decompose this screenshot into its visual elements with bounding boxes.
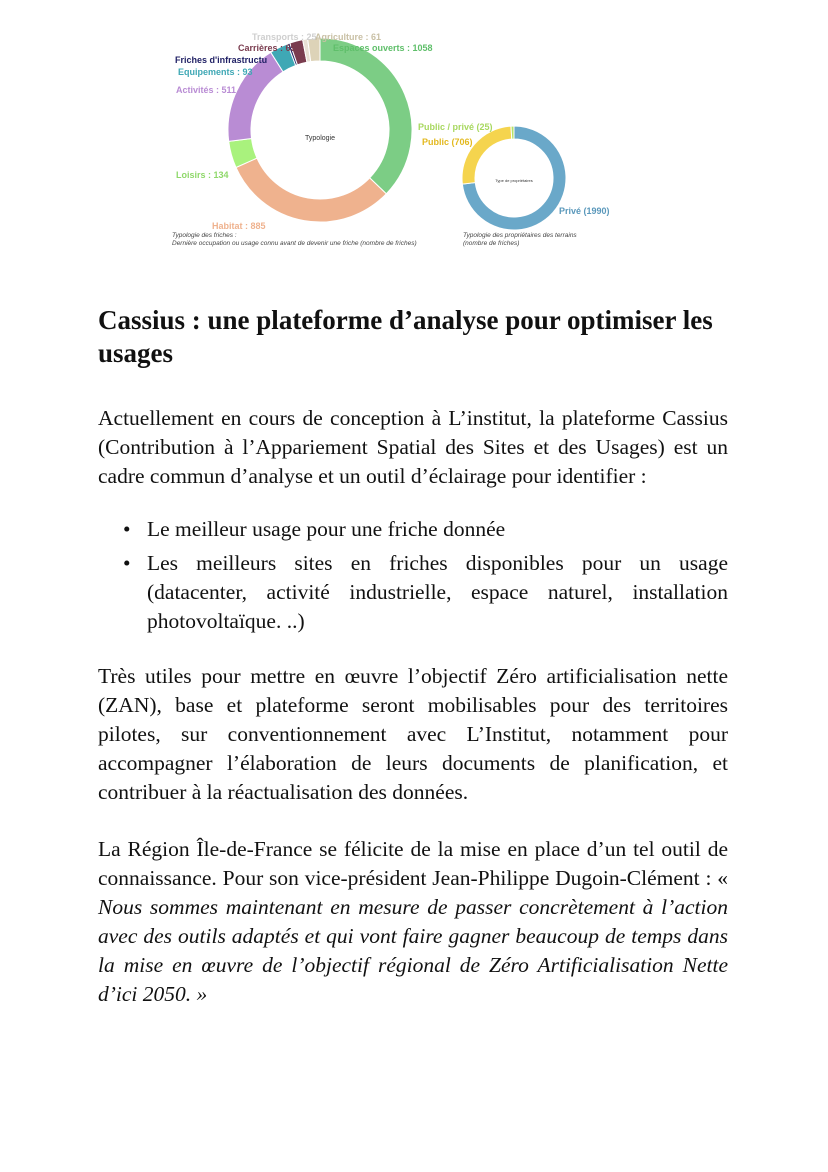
label-prive: Privé (1990) xyxy=(559,206,610,216)
donut-slice-public xyxy=(462,126,512,184)
list-item xyxy=(123,515,728,544)
label-loisirs: Loisirs : 134 xyxy=(176,170,229,180)
typology-caption-1: Typologie des friches : xyxy=(172,232,237,239)
bullet-list xyxy=(98,515,728,636)
label-equipements: Equipements : 93 xyxy=(178,67,253,77)
spacer xyxy=(98,807,728,835)
typology-caption-2: Dernière occupation ou usage connu avant de devenir une friche (nombre de friches) xyxy=(172,240,417,247)
label-public: Public (706) xyxy=(422,137,473,147)
owner-caption-2: (nombre de friches) xyxy=(463,240,520,247)
charts-figure xyxy=(160,22,620,262)
donut-slice-espaces-ouverts xyxy=(320,38,412,194)
donut-slice-habitat xyxy=(236,158,386,222)
article-title: Cassius : une plateforme d’analyse pour optimiser les usages xyxy=(98,305,713,368)
label-friches-infrastructure: Friches d'infrastructu xyxy=(175,55,268,65)
charts-svg xyxy=(160,22,620,262)
donut-slice-public-priv- xyxy=(511,126,514,139)
label-activites: Activités : 511 xyxy=(176,85,237,95)
bullet-icon: • xyxy=(123,517,131,541)
label-espaces-ouverts: Espaces ouverts : 1058 xyxy=(333,43,433,53)
zan-paragraph: Très utiles pour mettre en œuvre l’objectif Zéro artificialisation nette (ZAN), base et plateforme seront mobilisables pour des territoires pilotes, sur conventionnement avec L’Institut, notamment pour accompagner l’élaboration de leurs documents de planification, et contribuer à la réactualisation des données. xyxy=(98,664,728,804)
donut-slice-activit-s xyxy=(228,52,283,141)
owner-center-label: Type de propriétaires xyxy=(495,178,533,183)
region-paragraph xyxy=(98,835,728,1009)
label-agriculture: Agriculture : 61 xyxy=(315,32,382,42)
owner-caption-1: Typologie des propriétaires des terrains xyxy=(463,232,577,239)
typology-center-label: Typologie xyxy=(305,135,335,142)
label-carrieres: Carrières : 65 xyxy=(238,43,296,53)
label-public-prive: Public / privé (25) xyxy=(418,122,493,132)
list-item-text: Les meilleurs sites en friches disponibles pour un usage (datacenter, activité industrielle, espace naturel, installation photovoltaïque. ..) xyxy=(147,551,728,633)
article xyxy=(98,304,728,1009)
typology-donut xyxy=(228,38,412,222)
intro-paragraph: Actuellement en cours de conception à L’institut, la plateforme Cassius (Contribution à l’Appariement Spatial des Sites et des Usages) est un cadre commun d’analyse et un outil d’éclairage pour identifier : xyxy=(98,406,728,488)
label-habitat: Habitat : 885 xyxy=(212,221,266,231)
vice-president-quote: Nous sommes maintenant en mesure de passer concrètement à l’action avec des outils adaptés et qui vont faire gagner beaucoup de temps dans la mise en œuvre de l’objectif régional de Zéro Artificialisation Nette d’ici 2050. » xyxy=(98,895,728,1006)
region-lead: La Région Île-de-France se félicite de la mise en place d’un tel outil de connaissance. Pour son vice-président Jean-Philippe Dugoin-Clément : « xyxy=(98,837,728,890)
bullet-icon: • xyxy=(123,551,131,575)
list-item xyxy=(123,549,728,636)
label-transports: Transports : 25 xyxy=(252,32,317,42)
list-item-text: Le meilleur usage pour une friche donnée xyxy=(147,517,506,541)
